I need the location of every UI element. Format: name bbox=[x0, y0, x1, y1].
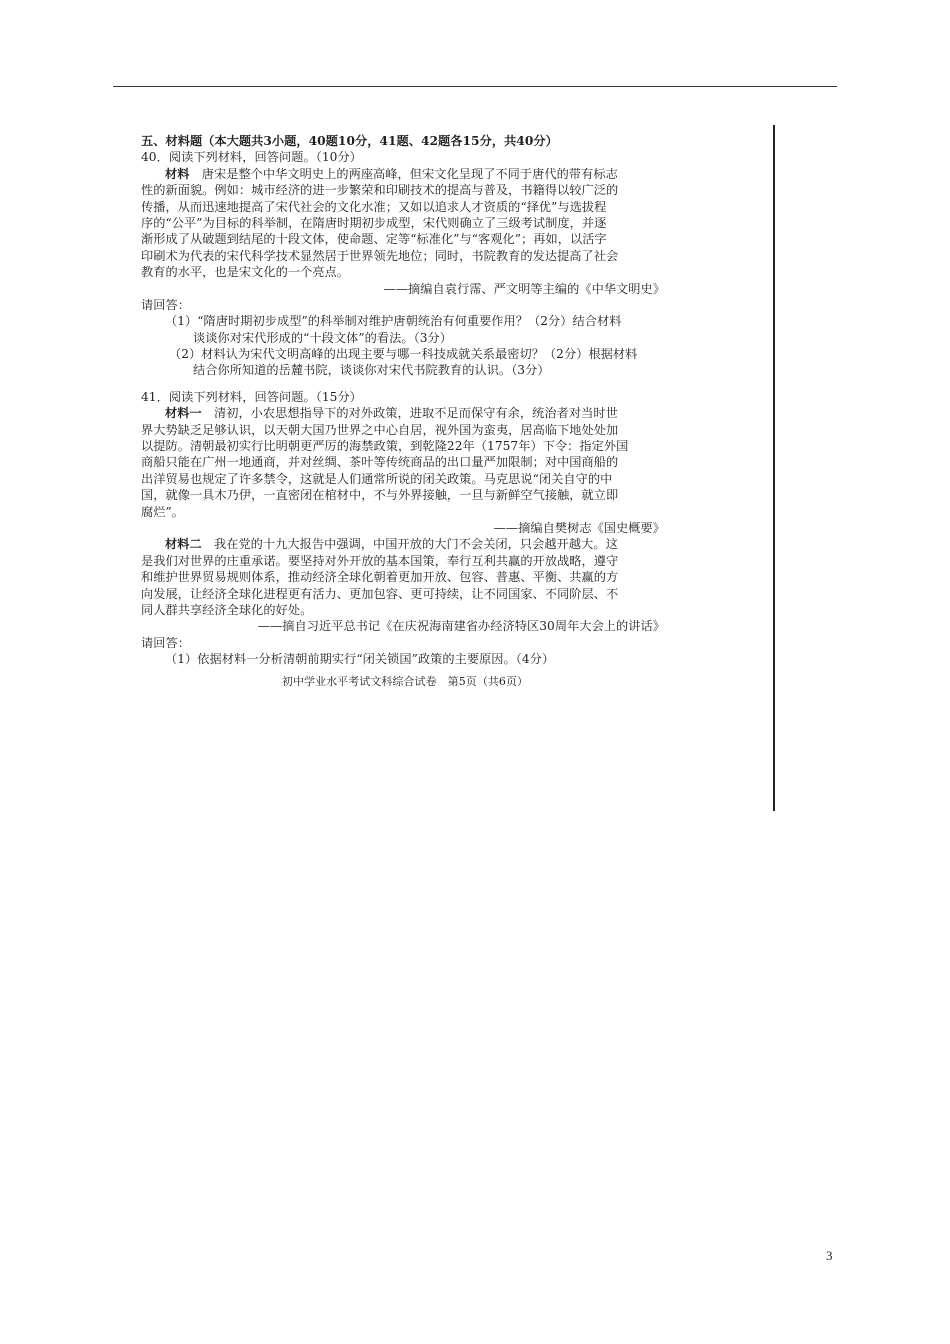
q40-material-line: 性的新面貌。例如：城市经济的进一步繁荣和印刷技术的提高与普及，书籍得以较广泛的 bbox=[141, 183, 619, 198]
q41-material1-label: 材料一 bbox=[165, 406, 202, 421]
page-number: 3 bbox=[826, 1248, 833, 1263]
q40-question: （1）“隋唐时期初步成型”的科举制对维护唐朝统治有何重要作用？（2分）结合材料 bbox=[165, 314, 622, 329]
q40-question: （2）材料认为宋代文明高峰的出现主要与哪一科技成就关系最密切？（2分）根据材料 bbox=[169, 347, 638, 362]
q41-material2-line: 材料二 我在党的十九大报告中强调，中国开放的大门不会关闭，只会越开越大。这 bbox=[165, 537, 618, 552]
exam-footer: 初中学业水平考试文科综合试卷 第5页（共6页） bbox=[281, 674, 529, 688]
q41-ask: 请回答： bbox=[141, 635, 190, 650]
q41-material1-line: 国，就像一具木乃伊，一直密闭在棺材中，不与外界接触，一旦与新鲜空气接触，就立即 bbox=[141, 488, 619, 503]
q41-material2-line: 是我们对世界的庄重承诺。要坚持对外开放的基本国策，奉行互利共赢的开放战略，遵守 bbox=[141, 553, 619, 568]
q41-material1-line: 以提防。清朝最初实行比明朝更严厉的海禁政策，到乾隆22年（1757年）下令：指定外国 bbox=[141, 439, 629, 454]
q41-material2-line: 同人群共享经济全球化的好处。 bbox=[141, 602, 313, 617]
q41-material1-line: 出洋贸易也规定了许多禁令，这就是人们通常所说的闭关政策。马克思说“闭关自守的中 bbox=[141, 471, 613, 486]
q41-material1-line: 材料一 清初，小农思想指导下的对外政策，进取不足而保守有余，统治者对当时世 bbox=[165, 406, 618, 421]
q40-material-line: 材料 唐宋是整个中华文明史上的两座高峰，但宋文化呈现了不同于唐代的带有标志 bbox=[165, 166, 618, 181]
q41-material2-label: 材料二 bbox=[165, 537, 202, 552]
q41-material2-line: 向发展，让经济全球化进程更有活力、更加包容、更可持续，让不同国家、不同阶层、不 bbox=[141, 586, 619, 601]
q41-material1-line: 腐烂”。 bbox=[141, 504, 184, 519]
section-title: 五、材料题（本大题共3小题，40题10分，41题、42题各15分，共40分） bbox=[141, 134, 558, 148]
q41-question: （1）依据材料一分析清朝前期实行“闭关锁国”政策的主要原因。（4分） bbox=[165, 652, 555, 667]
q41-material1-source: ——摘编自樊树志《国史概要》 bbox=[493, 520, 665, 535]
q41-material1-line: 商船只能在广州一地通商，并对丝绸、茶叶等传统商品的出口量严加限制；对中国商船的 bbox=[141, 455, 619, 470]
q40-material-line: 传播，从而迅速地提高了宋代社会的文化水准；又如以追求人才资质的“择优”与选拔程 bbox=[141, 199, 607, 214]
q41-intro: 41．阅读下列材料，回答问题。（15分） bbox=[141, 389, 362, 404]
q40-question: 谈谈你对宋代形成的“十段文体”的看法。（3分） bbox=[193, 330, 453, 345]
q40-source: ——摘编自袁行霈、严文明等主编的《中华文明史》 bbox=[383, 281, 665, 296]
q40-material-line: 渐形成了从破题到结尾的十段文体，使命题、定等“标准化”与“客观化”；再如，以活字 bbox=[141, 232, 607, 247]
q40-ask: 请回答： bbox=[141, 297, 190, 312]
q41-material2-line: 和维护世界贸易规则体系，推动经济全球化朝着更加开放、包容、普惠、平衡、共赢的方 bbox=[141, 570, 619, 585]
scanned-exam-page bbox=[141, 133, 669, 690]
q40-intro: 40．阅读下列材料，回答问题。（10分） bbox=[141, 150, 362, 165]
q40-material-line: 印刷术为代表的宋代科学技术显然居于世界领先地位；同时，书院教育的发达提高了社会 bbox=[141, 248, 619, 263]
q41-material2-source: ——摘自习近平总书记《在庆祝海南建省办经济特区30周年大会上的讲话》 bbox=[257, 619, 665, 634]
q40-material-line: 教育的水平，也是宋文化的一个亮点。 bbox=[141, 265, 350, 280]
q40-question: 结合你所知道的岳麓书院，谈谈你对宋代书院教育的认识。（3分） bbox=[193, 363, 550, 378]
q41-material1-line: 界大势缺乏足够认识，以天朝大国乃世界之中心自居，视外国为蛮夷，居高临下地处处加 bbox=[141, 422, 619, 437]
margin-rule bbox=[773, 125, 775, 811]
q40-material-label: 材料 bbox=[165, 166, 190, 181]
header-rule bbox=[113, 86, 837, 87]
q40-material-line: 序的“公平”为目标的科举制，在隋唐时期初步成型，宋代则确立了三级考试制度，并逐 bbox=[141, 215, 607, 230]
